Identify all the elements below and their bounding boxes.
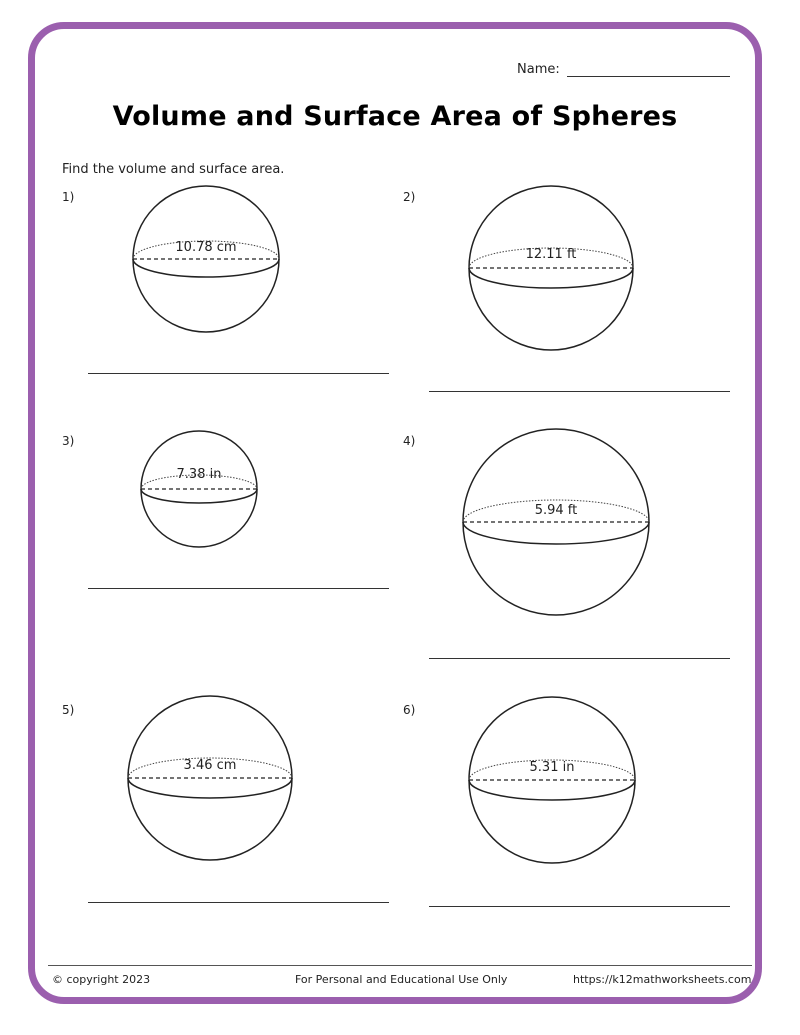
sphere-5 <box>128 696 292 860</box>
diameter-label-4: 5.94 ft <box>534 503 578 518</box>
sphere-1 <box>133 186 279 332</box>
sphere-6 <box>469 697 635 863</box>
problem-number-3: 3) <box>62 434 75 448</box>
name-label: Name: <box>517 62 560 77</box>
instructions: Find the volume and surface area. <box>62 162 285 177</box>
diameter-label-2: 12.11 ft <box>525 247 577 262</box>
problem-number-4: 4) <box>403 434 416 448</box>
answer-line-2[interactable] <box>429 391 730 392</box>
sphere-3 <box>141 431 257 547</box>
problem-number-1: 1) <box>62 190 75 204</box>
sphere-4 <box>463 429 649 615</box>
answer-line-4[interactable] <box>429 658 730 659</box>
problem-number-6: 6) <box>403 703 416 717</box>
copyright-text: © copyright 2023 <box>52 973 151 986</box>
answer-line-1[interactable] <box>88 373 389 374</box>
answer-line-5[interactable] <box>88 902 389 903</box>
diameter-label-3: 7.38 in <box>176 467 222 482</box>
problem-number-5: 5) <box>62 703 75 717</box>
diameter-label-6: 5.31 in <box>529 760 575 775</box>
page-title: Volume and Surface Area of Spheres <box>112 101 678 132</box>
footer-divider <box>48 965 752 966</box>
diameter-label-5: 3.46 cm <box>183 758 237 773</box>
website-link[interactable]: https://k12mathworksheets.com <box>573 973 752 986</box>
answer-line-6[interactable] <box>429 906 730 907</box>
diameter-label-1: 10.78 cm <box>175 240 237 255</box>
sphere-2 <box>469 186 633 350</box>
answer-line-3[interactable] <box>88 588 389 589</box>
usage-notice: For Personal and Educational Use Only <box>295 973 508 986</box>
problem-number-2: 2) <box>403 190 416 204</box>
